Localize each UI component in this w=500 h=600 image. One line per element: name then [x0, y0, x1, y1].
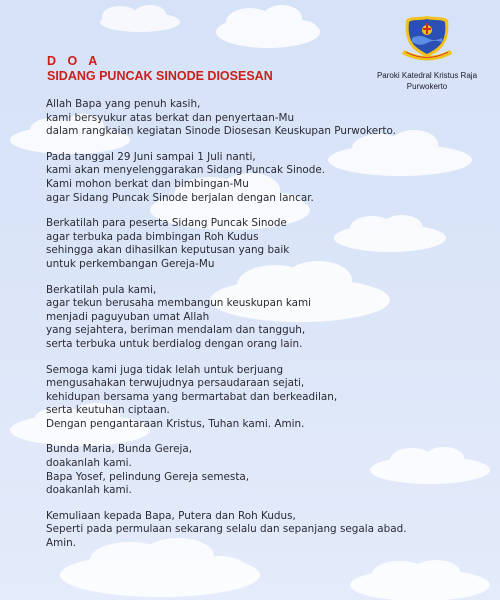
- prayer-line: menjadi paguyuban umat Allah: [46, 310, 210, 323]
- parish-crest-icon: [398, 12, 456, 62]
- prayer-line: Bunda Maria, Bunda Gereja,: [46, 443, 193, 456]
- prayer-line: agar tekun berusaha membangun keuskupan kami: [46, 297, 312, 310]
- prayer-line: doakanlah kami.: [46, 457, 132, 470]
- prayer-line: sehingga akan dihasilkan keputusan yang baik: [46, 244, 290, 257]
- stanza: [46, 98, 486, 139]
- page-title: D O A: [47, 54, 102, 68]
- stanza: [46, 443, 486, 497]
- prayer-line: Dengan pengantaraan Kristus, Tuhan kami. Amin.: [46, 417, 305, 430]
- parish-name: Paroki Katedral Kristus Raja: [376, 71, 478, 80]
- prayer-line: Kami mohon berkat dan bimbingan-Mu: [46, 177, 249, 190]
- page-subtitle: SIDANG PUNCAK SINODE DIOSESAN: [47, 69, 273, 83]
- prayer-line: Semoga kami juga tidak lelah untuk berjuang: [46, 363, 284, 376]
- prayer-line: agar terbuka pada bimbingan Roh Kudus: [46, 230, 259, 243]
- stanza: [46, 510, 486, 551]
- prayer-line: Bapa Yosef, pelindung Gereja semesta,: [46, 470, 250, 483]
- prayer-line: serta keutuhan ciptaan.: [46, 404, 170, 417]
- prayer-line: Berkatilah para peserta Sidang Puncak Sinode: [46, 217, 287, 230]
- prayer-line: untuk perkembangan Gereja-Mu: [46, 257, 215, 270]
- prayer-line: Berkatilah pula kami,: [46, 283, 157, 296]
- prayer-line: mengusahakan terwujudnya persaudaraan sejati,: [46, 377, 305, 390]
- prayer-line: Seperti pada permulaan sekarang selalu dan sepanjang segala abad.: [46, 523, 407, 536]
- prayer-line: kami akan menyelenggarakan Sidang Puncak Sinode.: [46, 164, 326, 177]
- stanza: [46, 151, 486, 205]
- prayer-line: kami bersyukur atas berkat dan penyertaan-Mu: [46, 111, 295, 124]
- prayer-line: yang sejahtera, beriman mendalam dan tangguh,: [46, 324, 306, 337]
- prayer-line: dalam rangkaian kegiatan Sinode Diosesan Keuskupan Purwokerto.: [46, 125, 396, 138]
- prayer-line: Pada tanggal 29 Juni sampai 1 Juli nanti,: [46, 150, 256, 163]
- prayer-line: serta terbuka untuk berdialog dengan orang lain.: [46, 337, 303, 350]
- stanza: [46, 284, 486, 352]
- parish-city: Purwokerto: [406, 82, 448, 91]
- prayer-line: doakanlah kami.: [46, 484, 132, 497]
- stanza: [46, 364, 486, 432]
- title-block: [47, 54, 273, 84]
- prayer-body: [46, 98, 486, 563]
- prayer-line: Allah Bapa yang penuh kasih,: [46, 98, 201, 110]
- prayer-line: kehidupan bersama yang bermartabat dan berkeadilan,: [46, 390, 338, 403]
- prayer-line: agar Sidang Puncak Sinode berjalan dengan lancar.: [46, 191, 314, 204]
- stanza: [46, 217, 486, 271]
- prayer-line: Amin.: [46, 537, 77, 550]
- prayer-line: Kemuliaan kepada Bapa, Putera dan Roh Kudus,: [46, 509, 296, 522]
- parish-label: [372, 70, 482, 92]
